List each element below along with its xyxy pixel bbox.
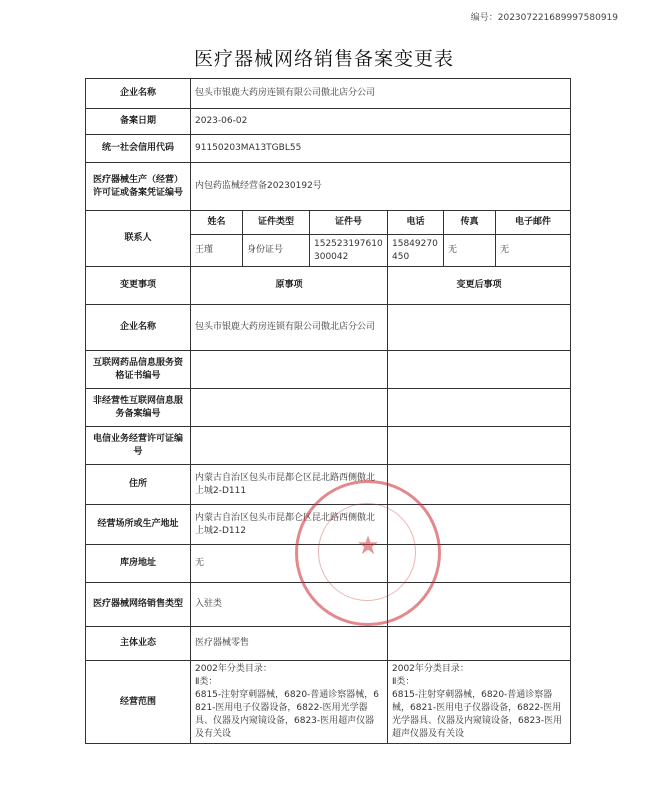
- contact-email: 无: [496, 235, 571, 267]
- row-before: [191, 389, 388, 427]
- change-form-table: [85, 78, 571, 744]
- change-items-label: 变更事项: [86, 267, 191, 305]
- row-label: 互联网药品信息服务资格证书编号: [86, 351, 191, 389]
- row-before: [191, 427, 388, 465]
- license-label: 医疗器械生产（经营）许可证或备案凭证编号: [86, 163, 191, 211]
- scope-after: 2002年分类目录： Ⅱ类： 6815-注射穿刺器械，6820-普通诊察器械，6821-医用电子仪器设备，6822-医用光学器具、仪器及内窥镜设备，6823-医用超声仪器及有关设: [388, 661, 571, 744]
- license-value: 内包药监械经营备20230192号: [191, 163, 571, 211]
- page-title: 医疗器械网络销售备案变更表: [193, 48, 454, 70]
- row-before: [191, 351, 388, 389]
- row-label: 经营场所或生产地址: [86, 505, 191, 545]
- row-label: 非经营性互联网信息服务备案编号: [86, 389, 191, 427]
- scope-label: 经营范围: [86, 661, 191, 744]
- row-after: [388, 351, 571, 389]
- row-after: [388, 389, 571, 427]
- row-before: 内蒙古自治区包头市昆都仑区昆北路西侧傲北上城2-D112: [191, 505, 388, 545]
- row-label: 住所: [86, 465, 191, 505]
- row-label: 医疗器械网络销售类型: [86, 583, 191, 627]
- row-before: 内蒙古自治区包头市昆都仑区昆北路西侧傲北上城2-D111: [191, 465, 388, 505]
- contact-label: 联系人: [86, 211, 191, 267]
- row-after: [388, 505, 571, 545]
- contact-header-id-number: 证件号: [310, 211, 388, 235]
- contact-header-name: 姓名: [191, 211, 243, 235]
- contact-header-phone: 电话: [388, 211, 444, 235]
- document-number: 编号：202307221689997580919: [470, 13, 618, 23]
- row-after: [388, 545, 571, 583]
- contact-header-email: 电子邮件: [496, 211, 571, 235]
- filing-date-label: 备案日期: [86, 109, 191, 135]
- seal-star-icon: ★: [356, 531, 380, 561]
- row-before: 无: [191, 545, 388, 583]
- row-label: 电信业务经营许可证编号: [86, 427, 191, 465]
- row-after: [388, 583, 571, 627]
- contact-fax: 无: [444, 235, 496, 267]
- row-after: [388, 427, 571, 465]
- contact-id-type: 身份证号: [243, 235, 310, 267]
- contact-name: 王瑾: [191, 235, 243, 267]
- after-header: 变更后事项: [388, 267, 571, 305]
- row-after: [388, 305, 571, 351]
- row-after: [388, 465, 571, 505]
- credit-code-value: 91150203MA13TGBL55: [191, 135, 571, 163]
- row-before: 医疗器械零售: [191, 627, 388, 661]
- company-value: 包头市银鹿大药房连锁有限公司傲北店分公司: [191, 79, 571, 109]
- contact-phone: 15849270450: [388, 235, 444, 267]
- row-label: 主体业态: [86, 627, 191, 661]
- contact-header-fax: 传真: [444, 211, 496, 235]
- row-after: [388, 627, 571, 661]
- row-label: 企业名称: [86, 305, 191, 351]
- contact-header-id-type: 证件类型: [243, 211, 310, 235]
- scope-before: 2002年分类目录： Ⅱ类： 6815-注射穿刺器械，6820-普通诊察器械，6821-医用电子仪器设备，6822-医用光学器具、仪器及内窥镜设备，6823-医用超声仪器及有关设: [191, 661, 388, 744]
- contact-id-number: 152523197610300042: [310, 235, 388, 267]
- before-header: 原事项: [191, 267, 388, 305]
- company-label: 企业名称: [86, 79, 191, 109]
- filing-date-value: 2023-06-02: [191, 109, 571, 135]
- row-before: 包头市银鹿大药房连锁有限公司傲北店分公司: [191, 305, 388, 351]
- credit-code-label: 统一社会信用代码: [86, 135, 191, 163]
- row-label: 库房地址: [86, 545, 191, 583]
- row-before: 入驻类: [191, 583, 388, 627]
